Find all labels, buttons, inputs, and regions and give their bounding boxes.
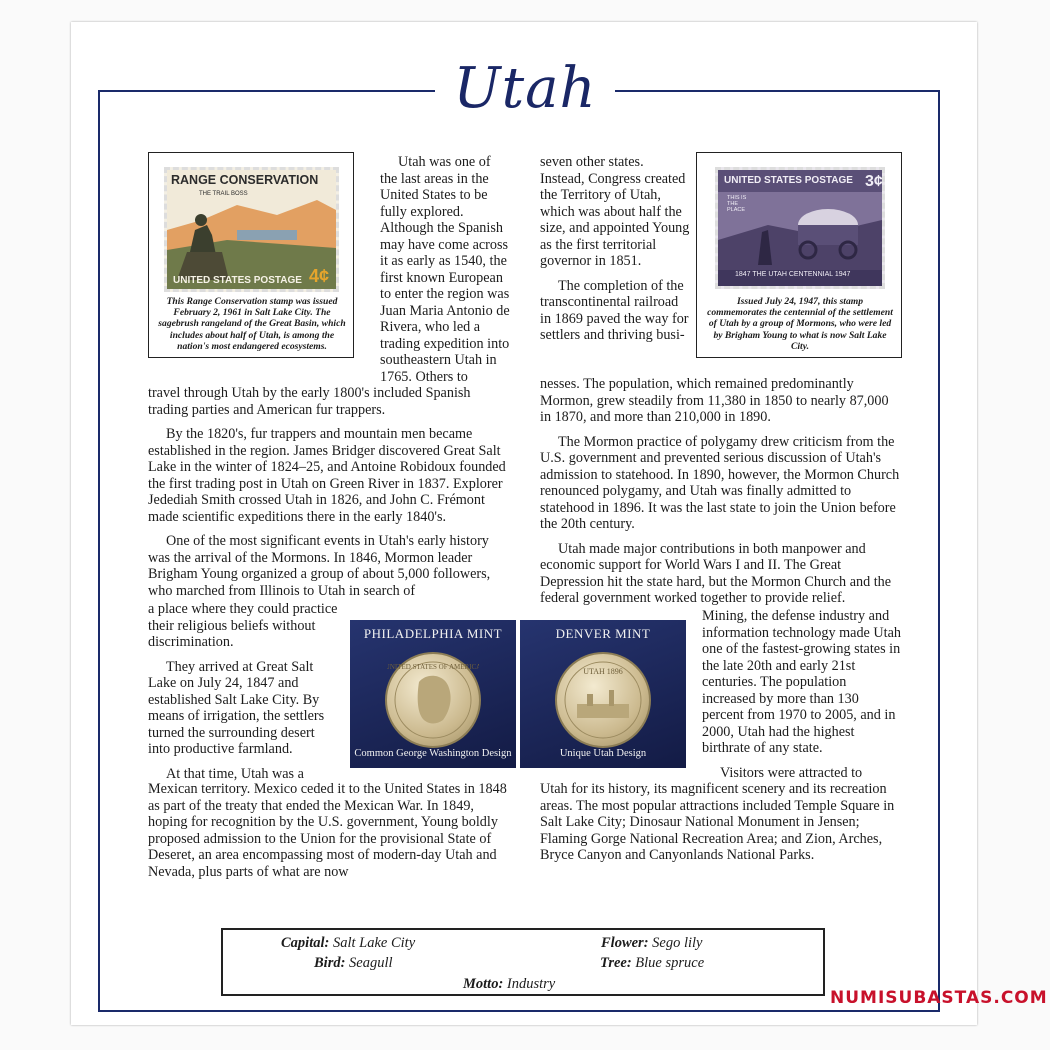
left-col-main — [148, 385, 510, 599]
washington-quarter-coin — [385, 652, 481, 748]
left-col-narrow-block — [148, 601, 338, 782]
flower-value: Sego lily — [652, 935, 703, 951]
bird-value: Seagull — [349, 955, 393, 971]
coin-legend: UTAH 1896 — [583, 667, 623, 676]
paragraph: Utah made major contributions in both manpower and economic support for World Wars I and II. The Great Depression hit the state hard, but the Mormon Church and the federal government worked together to provide relief. — [540, 540, 892, 606]
stamp-value-text: 4¢ — [309, 266, 330, 286]
paragraph: seven other states. Instead, Congress created the Territory of Utah, which was about half the size, and appointed Young as the first territorial governor in 1851. — [540, 154, 690, 269]
right-col-narrow-bottom — [702, 608, 902, 781]
capital-value: Salt Lake City — [332, 935, 416, 951]
tree-label: Tree: — [600, 955, 632, 971]
paragraph: The completion of the transcontinental railroad in 1869 paved the way for settlers and thriving busi- — [540, 277, 689, 343]
paragraph: At that time, Utah was a — [166, 765, 304, 782]
capital-label: Capital: — [281, 935, 330, 951]
utah-quarter-coin — [555, 652, 651, 748]
left-col-intro-narrow — [380, 154, 510, 385]
bird-fact — [314, 955, 393, 972]
paragraph: They arrived at Great Salt Lake on July 24, 1847 and established Salt Lake City. By means of irrigation, the settlers turned the surrounding desert into productive farmland. — [148, 658, 325, 757]
left-col-bottom — [148, 781, 510, 880]
paragraph: travel through Utah by the early 1800's included Spanish trading parties and American fur trappers. — [148, 385, 471, 418]
stamp-motto-text: THIS IS THE PLACE — [727, 195, 747, 213]
paragraph: nesses. The population, which remained predominantly Mormon, grew steadily from 11,380 in 1850 to nearly 87,000 in 1870, and more than 210,000 in 1890. — [540, 376, 889, 425]
motto-value: Industry — [506, 976, 556, 992]
mint-caption: Unique Utah Design — [559, 748, 647, 759]
right-stamp-caption: Issued July 24, 1947, this stamp commemorates the centennial of the settlement of Utah by a group of Mormons, who were led by Brigham Young to what is now Salt Lake City. — [707, 296, 893, 352]
stamp-postage-text-right: UNITED STATES POSTAGE — [724, 175, 853, 186]
motto-fact — [463, 976, 555, 993]
motto-label: Motto: — [463, 976, 504, 992]
coin-legend: UNITED STATES OF AMERICA — [387, 663, 479, 671]
right-col-bottom — [540, 781, 902, 864]
denver-mint-panel — [520, 620, 686, 768]
paragraph: One of the most significant events in Utah's early history was the arrival of the Mormons. In 1846, Mormon leader Brigham Young organized a group of about 5,000 followers, who marched from Illinois to Utah in search of — [148, 533, 491, 599]
paragraph: Utah was one of the last areas in the United States to be fully explored. Although the Spanish may have come across it as early as 1540, the first known European to enter the region was Juan Maria Antonio de Rivera, who led a trading expedition into southeastern Utah in 1765. Others to — [380, 154, 510, 385]
bird-label: Bird: — [314, 955, 346, 971]
paragraph: a place where they could practice their religious beliefs without discrimination. — [148, 601, 338, 650]
stamp-years-text: 1847 THE UTAH CENTENNIAL 1947 — [735, 271, 851, 278]
tree-value: Blue spruce — [635, 955, 705, 971]
right-col-main — [540, 376, 902, 607]
right-col-narrow-top — [540, 154, 690, 344]
paragraph: Mining, the defense industry and information technology made Utah one of the fastest-growing states in the late 20th and early 21st centuries. The population increased by more than 130 percent from 1970 to 2005, and in 2000, Utah had the highest birthrate of any state. — [702, 608, 901, 756]
left-stamp-panel — [148, 152, 354, 358]
watermark-logo: NUMISUBASTAS.COM — [830, 988, 1048, 1008]
paragraph: Mexican territory. Mexico ceded it to the United States in 1848 as part of the treaty that ended the Mexican War. In 1849, hoping for recognition by the U.S. government, Young boldly proposed admission to the Union for the provisional State of Deseret, an area encompassing most of modern-day Utah and Nevada, plus parts of what are now — [148, 781, 507, 880]
stamp-heading-text: RANGE CONSERVATION — [171, 173, 319, 187]
mint-caption: Common George Washington Design — [354, 748, 512, 759]
title-block — [435, 50, 615, 130]
paragraph: Visitors were attracted to — [720, 764, 863, 781]
stamp-subtext: THE TRAIL BOSS — [199, 191, 248, 197]
tree-fact — [600, 955, 704, 972]
paragraph: Utah for its history, its magnificent scenery and its recreation areas. The most popular attractions included Temple Square in Salt Lake City; Dinosaur National Monument in Jensen; Flaming Gorge National Recreation Area; and Zion, Arches, Bryce Canyon and Canyonlands National Parks. — [540, 781, 895, 863]
flower-label: Flower: — [601, 935, 649, 951]
right-stamp-panel — [696, 152, 902, 358]
stamp-postage-text: UNITED STATES POSTAGE — [173, 275, 302, 286]
mint-title: PHILADELPHIA MINT — [363, 626, 503, 641]
page-title: Utah — [453, 56, 597, 121]
mint-title: DENVER MINT — [555, 626, 651, 641]
stamp-value-text-right: 3¢ — [865, 173, 883, 190]
state-facts-box — [221, 928, 825, 996]
left-stamp-caption: This Range Conservation stamp was issued February 2, 1961 in Salt Lake City. The sagebrush rangeland of the Great Basin, which includes about half of Utah, is among the nation's most endangered ecosystems. — [158, 296, 346, 352]
philadelphia-mint-panel — [350, 620, 516, 768]
paragraph: By the 1820's, fur trappers and mountain men became established in the region. James Bridger discovered Great Salt Lake in the winter of 1824–25, and Antoine Robidoux founded the first trading post in Utah on Green River in 1837. Explorer Jedediah Smith crossed Utah in 1826, and John C. Frémont made scientific expeditions there in the early 1840's. — [148, 426, 506, 525]
flower-fact — [601, 935, 703, 952]
paragraph: The Mormon practice of polygamy drew criticism from the U.S. government and prevented serious discussion of Utah's admission to statehood. In 1890, however, the Mormon Church renounced polygamy, and Utah was finally admitted to statehood in 1896. It was the last state to join the Union before the 20th century. — [540, 433, 900, 532]
capital-fact — [281, 935, 415, 952]
